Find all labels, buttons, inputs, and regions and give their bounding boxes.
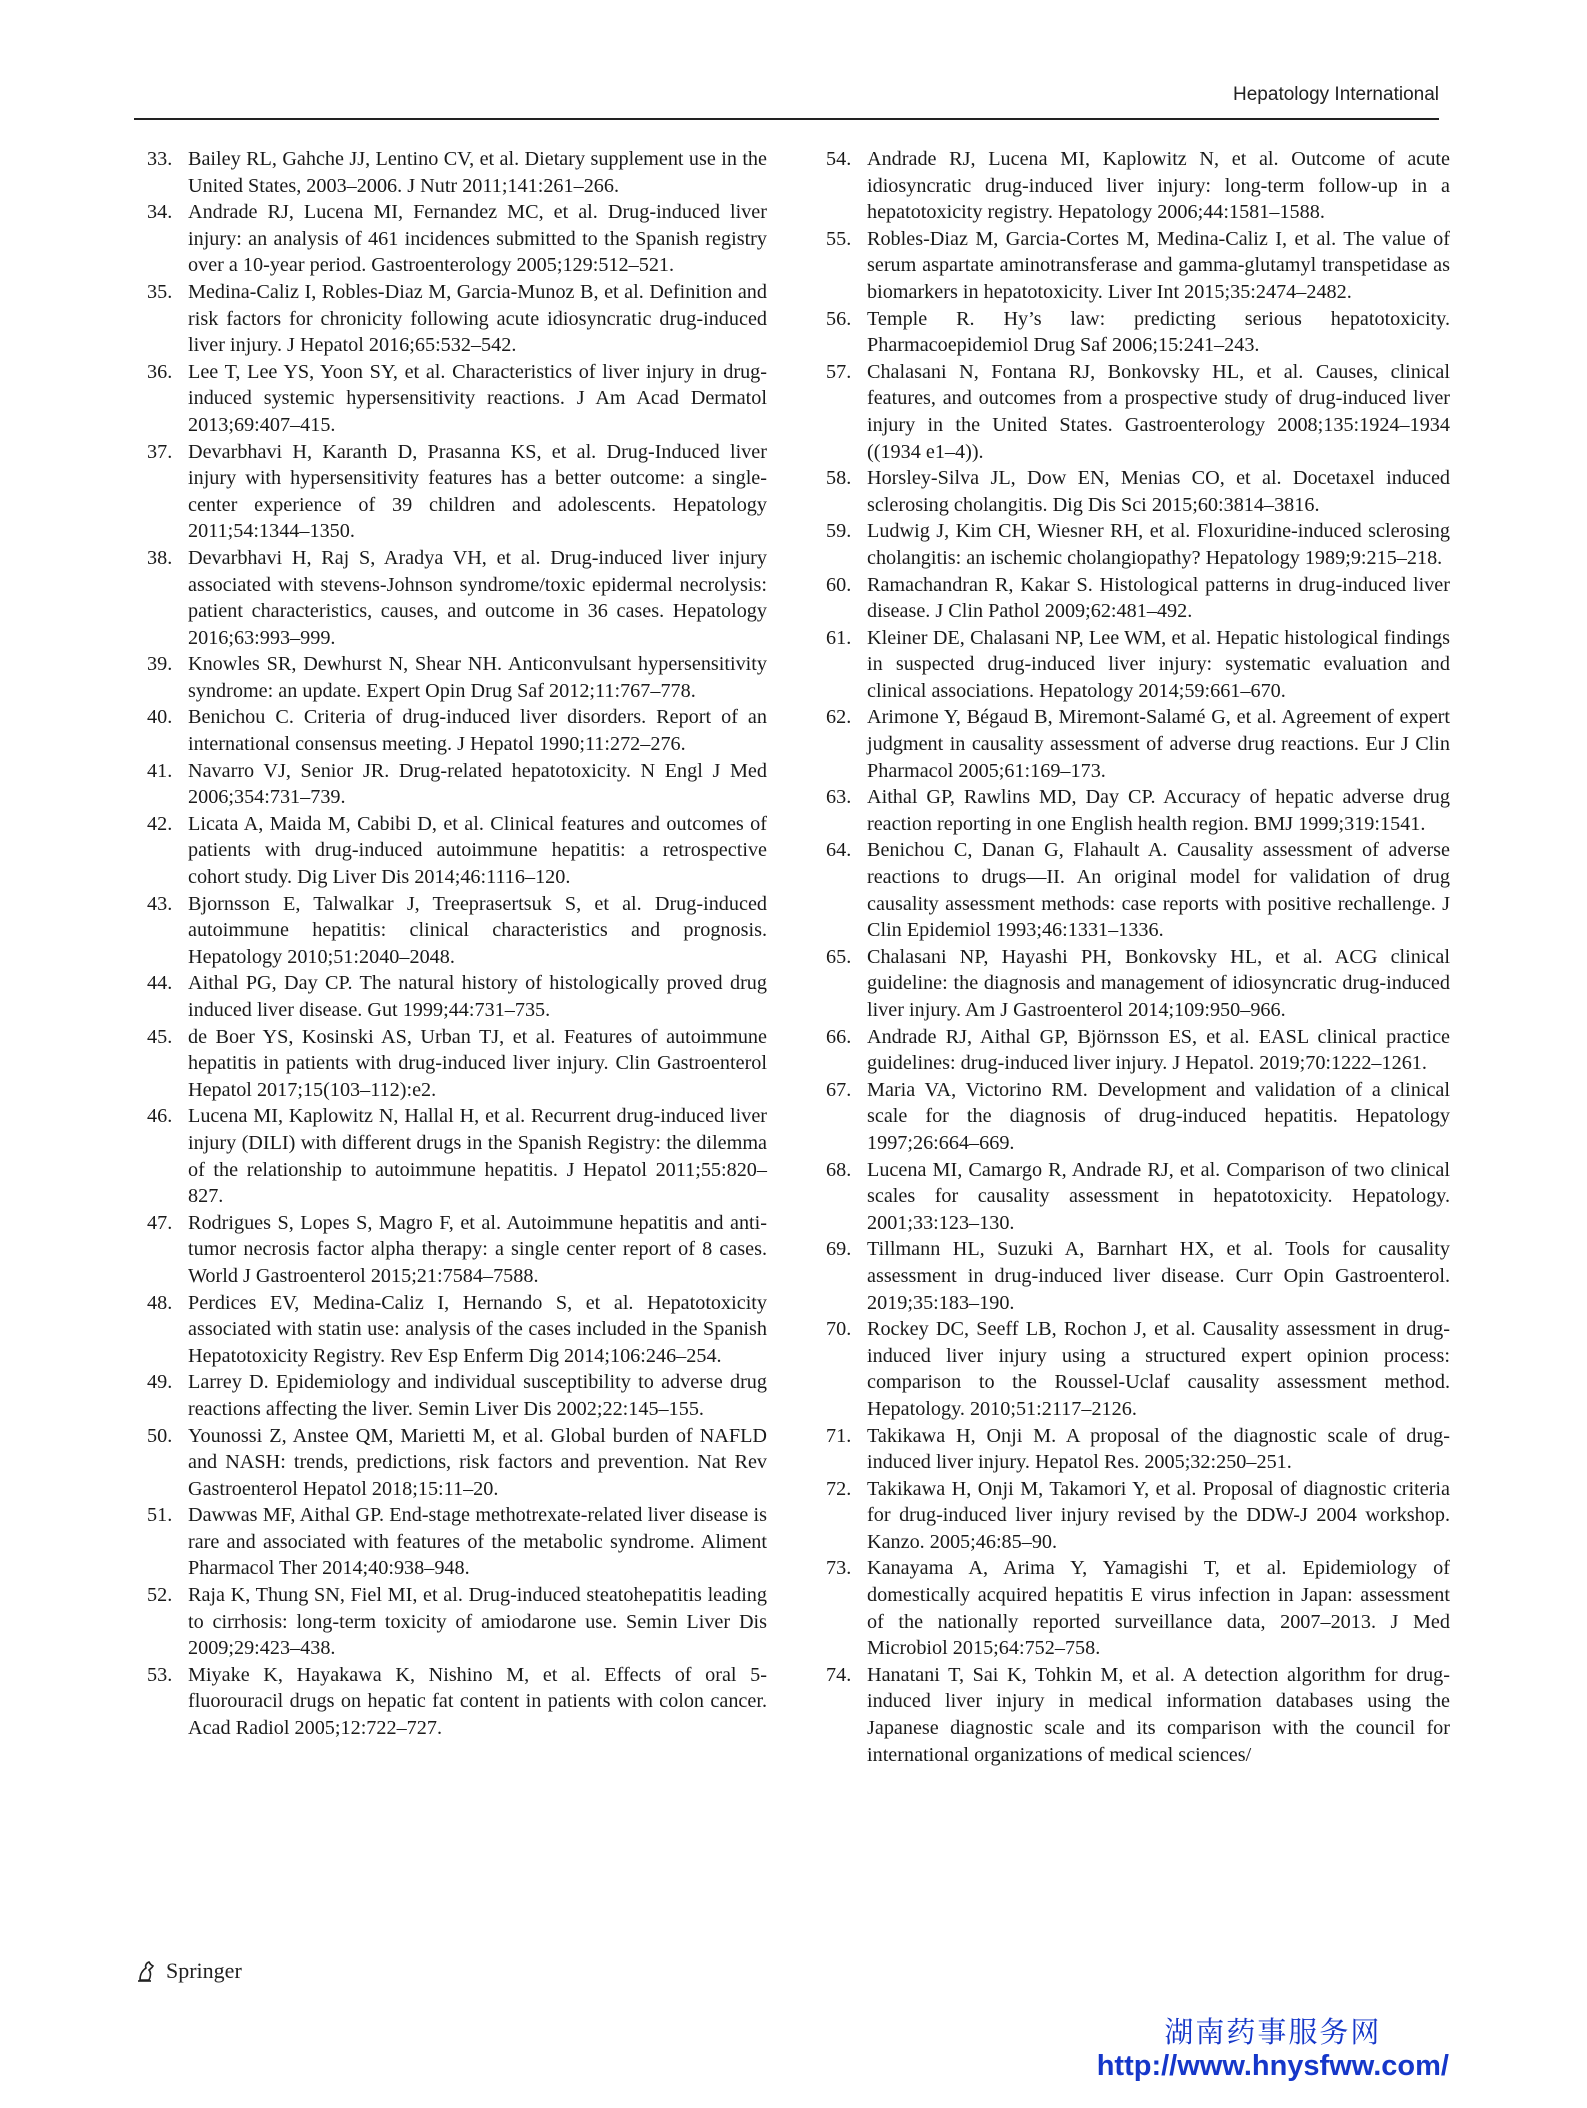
- reference-text: Bailey RL, Gahche JJ, Lentino CV, et al. Dietary supplement use in the United States, 2003–2006. J Nutr 2011;141:261–266.: [188, 148, 767, 197]
- reference-item: [147, 1290, 767, 1370]
- reference-text: Devarbhavi H, Raj S, Aradya VH, et al. Drug-induced liver injury associated with stevens-Johnson syndrome/toxic epidermal necrolysis: patient characteristics, causes, and outcome in 36 cases. Hepatology 2016;63:993–999.: [188, 546, 767, 649]
- reference-item: [826, 572, 1450, 625]
- reference-list-left: [147, 146, 767, 1742]
- reference-text: Knowles SR, Dewhurst N, Shear NH. Anticonvulsant hypersensitivity syndrome: an update. Expert Opin Drug Saf 2012;11:767–778.: [188, 653, 767, 702]
- reference-item: [826, 1157, 1450, 1237]
- reference-text: Licata A, Maida M, Cabibi D, et al. Clinical features and outcomes of patients with drug-induced autoimmune hepatitis: a retrospective cohort study. Dig Liver Dis 2014;46:1116–120.: [188, 812, 767, 889]
- reference-text: Maria VA, Victorino RM. Development and validation of a clinical scale for the diagnosis of drug-induced hepatitis. Hepatology 1997;26:664–669.: [867, 1078, 1450, 1154]
- reference-text: Lucena MI, Camargo R, Andrade RJ, et al. Comparison of two clinical scales for causality assessment in hepatotoxicity. Hepatology. 2001;33:123–130.: [867, 1158, 1450, 1234]
- reference-text: Takikawa H, Onji M, Takamori Y, et al. Proposal of diagnostic criteria for drug-induced liver injury revised by the DDW-J 2004 workshop. Kanzo. 2005;46:85–90.: [867, 1477, 1450, 1553]
- reference-item: [826, 359, 1450, 465]
- reference-text: Larrey D. Epidemiology and individual susceptibility to adverse drug reactions affecting the liver. Semin Liver Dis 2002;22:145–155.: [188, 1371, 767, 1420]
- reference-text: Medina-Caliz I, Robles-Diaz M, Garcia-Munoz B, et al. Definition and risk factors for chronicity following acute idiosyncratic drug-induced liver injury. J Hepatol 2016;65:532–542.: [188, 280, 767, 357]
- reference-number: 41.: [147, 759, 173, 782]
- reference-item: [147, 1369, 767, 1422]
- reference-text: Ramachandran R, Kakar S. Histological patterns in drug-induced liver disease. J Clin Pathol 2009;62:481–492.: [867, 573, 1450, 623]
- reference-text: Devarbhavi H, Karanth D, Prasanna KS, et al. Drug-Induced liver injury with hypersensitivity features has a better outcome: a single-center experience of 39 children and adolescents. Hepatology 2011;54:1344–1350.: [188, 440, 767, 543]
- reference-text: Dawwas MF, Aithal GP. End-stage methotrexate-related liver disease is rare and associated with features of the metabolic syndrome. Aliment Pharmacol Ther 2014;40:938–948.: [188, 1504, 767, 1580]
- reference-text: de Boer YS, Kosinski AS, Urban TJ, et al. Features of autoimmune hepatitis in patients with drug-induced liver injury. Clin Gastroenterol Hepatol 2017;15(103–112):e2.: [188, 1025, 767, 1101]
- running-header: [134, 84, 1439, 120]
- reference-text: Andrade RJ, Lucena MI, Kaplowitz N, et al. Outcome of acute idiosyncratic drug-induced liver injury: long-term follow-up in a hepatotoxicity registry. Hepatology 2006;44:1581–1588.: [867, 148, 1450, 224]
- reference-item: [147, 811, 767, 891]
- reference-number: 60.: [826, 573, 852, 596]
- reference-text: Ludwig J, Kim CH, Wiesner RH, et al. Floxuridine-induced sclerosing cholangitis: an ischemic cholangiopathy? Hepatology 1989;9:215–218.: [867, 520, 1450, 569]
- reference-text: Perdices EV, Medina-Caliz I, Hernando S, et al. Hepatotoxicity associated with statin use: analysis of the cases included in the Spanish Hepatotoxicity Registry. Rev Esp Enferm Dig 2014;106:246–254.: [188, 1291, 767, 1367]
- reference-number: 55.: [826, 227, 852, 250]
- reference-text: Lucena MI, Kaplowitz N, Hallal H, et al. Recurrent drug-induced liver injury (DILI) with different drugs in the Spanish Registry: the dilemma of the relationship to autoimmune hepatitis. J Hepatol 2011;55:820–827.: [188, 1105, 767, 1208]
- reference-number: 47.: [147, 1211, 173, 1234]
- reference-text: Andrade RJ, Lucena MI, Fernandez MC, et al. Drug-induced liver injury: an analysis of 461 incidences submitted to the Spanish registry over a 10-year period. Gastroenterology 2005;129:512–521.: [188, 201, 767, 277]
- reference-item: [826, 1077, 1450, 1157]
- reference-item: [826, 625, 1450, 705]
- reference-number: 50.: [147, 1424, 173, 1447]
- reference-item: [826, 306, 1450, 359]
- reference-item: [826, 1476, 1450, 1556]
- reference-number: 59.: [826, 520, 852, 543]
- publisher-name: Springer: [166, 1958, 242, 1983]
- reference-text: Rodrigues S, Lopes S, Magro F, et al. Autoimmune hepatitis and anti-tumor necrosis factor alpha therapy: a single center report of 8 cases. World J Gastroenterol 2015;21:7584–7588.: [188, 1211, 767, 1287]
- reference-number: 35.: [147, 280, 173, 303]
- reference-number: 46.: [147, 1105, 173, 1128]
- reference-number: 49.: [147, 1371, 173, 1394]
- journal-name: Hepatology International: [1233, 84, 1439, 105]
- reference-number: 42.: [147, 812, 173, 835]
- reference-item: [147, 1423, 767, 1503]
- reference-text: Chalasani N, Fontana RJ, Bonkovsky HL, et al. Causes, clinical features, and outcomes from a prospective study of drug-induced liver injury in the United States. Gastroenterology 2008;135:1924–1934 ((1934 e1–4)).: [867, 360, 1450, 463]
- reference-number: 63.: [826, 786, 852, 809]
- springer-horse-icon: [134, 1958, 160, 1984]
- watermark-url: http://www.hnysfww.com/: [1096, 2050, 1449, 2082]
- reference-number: 72.: [826, 1477, 852, 1500]
- reference-text: Navarro VJ, Senior JR. Drug-related hepatotoxicity. N Engl J Med 2006;354:731–739.: [188, 759, 767, 809]
- reference-item: [147, 1662, 767, 1742]
- reference-number: 67.: [826, 1078, 852, 1101]
- reference-number: 40.: [147, 706, 173, 729]
- reference-number: 70.: [826, 1318, 852, 1341]
- reference-item: [826, 465, 1450, 518]
- reference-item: [147, 146, 767, 199]
- reference-text: Horsley-Silva JL, Dow EN, Menias CO, et al. Docetaxel induced sclerosing cholangitis. Dig Dis Sci 2015;60:3814–3816.: [867, 467, 1450, 516]
- reference-text: Younossi Z, Anstee QM, Marietti M, et al. Global burden of NAFLD and NASH: trends, predictions, risk factors and prevention. Nat Rev Gastroenterol Hepatol 2018;15:11–20.: [188, 1424, 767, 1500]
- reference-text: Andrade RJ, Aithal GP, Björnsson ES, et al. EASL clinical practice guidelines: drug-induced liver injury. J Hepatol. 2019;70:1222–1261.: [867, 1025, 1450, 1075]
- reference-item: [147, 1103, 767, 1209]
- reference-item: [147, 651, 767, 704]
- reference-number: 69.: [826, 1238, 852, 1261]
- reference-item: [147, 970, 767, 1023]
- reference-number: 56.: [826, 307, 852, 330]
- reference-text: Lee T, Lee YS, Yoon SY, et al. Characteristics of liver injury in drug-induced systemic hypersensitivity reactions. J Am Acad Dermatol 2013;69:407–415.: [188, 360, 767, 436]
- reference-item: [147, 758, 767, 811]
- reference-item: [826, 1236, 1450, 1316]
- reference-item: [826, 1024, 1450, 1077]
- reference-number: 65.: [826, 945, 852, 968]
- reference-number: 74.: [826, 1663, 852, 1686]
- reference-item: [147, 1024, 767, 1104]
- reference-text: Kleiner DE, Chalasani NP, Lee WM, et al. Hepatic histological findings in suspected drug-induced liver injury: systematic evaluation and clinical associations. Hepatology 2014;59:661–670.: [867, 626, 1450, 702]
- reference-item: [147, 199, 767, 279]
- reference-item: [147, 1210, 767, 1290]
- reference-text: Chalasani NP, Hayashi PH, Bonkovsky HL, et al. ACG clinical guideline: the diagnosis and management of idiosyncratic drug-induced liver injury. Am J Gastroenterol 2014;109:950–966.: [867, 945, 1450, 1021]
- reference-item: [147, 1502, 767, 1582]
- reference-text: Aithal GP, Rawlins MD, Day CP. Accuracy of hepatic adverse drug reaction reporting in one English health region. BMJ 1999;319:1541.: [867, 786, 1450, 835]
- reference-item: [826, 1423, 1450, 1476]
- reference-number: 66.: [826, 1025, 852, 1048]
- reference-text: Takikawa H, Onji M. A proposal of the diagnostic scale of drug-induced liver injury. Hepatol Res. 2005;32:250–251.: [867, 1424, 1450, 1474]
- reference-item: [826, 944, 1450, 1024]
- reference-text: Arimone Y, Bégaud B, Miremont-Salamé G, et al. Agreement of expert judgment in causality assessment of adverse drug reactions. Eur J Clin Pharmacol 2005;61:169–173.: [867, 706, 1450, 782]
- reference-text: Miyake K, Hayakawa K, Nishino M, et al. Effects of oral 5-fluorouracil drugs on hepatic fat content in patients with colon cancer. Acad Radiol 2005;12:722–727.: [188, 1663, 767, 1740]
- reference-number: 52.: [147, 1584, 173, 1607]
- reference-item: [826, 1316, 1450, 1422]
- reference-item: [826, 518, 1450, 571]
- reference-number: 37.: [147, 440, 173, 463]
- reference-item: [147, 279, 767, 359]
- reference-item: [147, 891, 767, 971]
- reference-text: Temple R. Hy’s law: predicting serious hepatotoxicity. Pharmacoepidemiol Drug Saf 2006;15:241–243.: [867, 307, 1450, 357]
- watermark: [1097, 2015, 1449, 2083]
- reference-item: [147, 1582, 767, 1662]
- reference-number: 33.: [147, 148, 173, 170]
- reference-item: [147, 704, 767, 757]
- reference-number: 71.: [826, 1424, 852, 1447]
- reference-number: 62.: [826, 706, 852, 729]
- reference-text: Aithal PG, Day CP. The natural history of histologically proved drug induced liver disease. Gut 1999;44:731–735.: [188, 972, 767, 1021]
- reference-number: 53.: [147, 1663, 173, 1686]
- reference-item: [826, 1555, 1450, 1661]
- reference-number: 44.: [147, 972, 173, 995]
- reference-number: 38.: [147, 546, 173, 569]
- reference-item: [826, 784, 1450, 837]
- reference-number: 64.: [826, 839, 852, 862]
- reference-item: [826, 837, 1450, 943]
- reference-text: Robles-Diaz M, Garcia-Cortes M, Medina-Caliz I, et al. The value of serum aspartate aminotransferase and gamma-glutamyl transpetidase as biomarkers in hepatotoxicity. Liver Int 2015;35:2474–2482.: [867, 227, 1450, 303]
- publisher-footer: [134, 1958, 242, 1984]
- reference-number: 61.: [826, 626, 852, 649]
- reference-text: Tillmann HL, Suzuki A, Barnhart HX, et al. Tools for causality assessment in drug-induced liver disease. Curr Opin Gastroenterol. 2019;35:183–190.: [867, 1238, 1450, 1314]
- reference-text: Raja K, Thung SN, Fiel MI, et al. Drug-induced steatohepatitis leading to cirrhosis: long-term toxicity of amiodarone use. Semin Liver Dis 2009;29:423–438.: [188, 1584, 767, 1660]
- reference-number: 43.: [147, 892, 173, 915]
- reference-number: 73.: [826, 1557, 852, 1580]
- reference-number: 54.: [826, 148, 852, 170]
- reference-number: 51.: [147, 1504, 173, 1527]
- reference-item: [826, 226, 1450, 306]
- reference-number: 58.: [826, 467, 852, 490]
- reference-number: 39.: [147, 653, 173, 676]
- reference-number: 34.: [147, 201, 173, 224]
- reference-number: 48.: [147, 1291, 173, 1314]
- reference-list-right: [826, 146, 1450, 1768]
- reference-item: [147, 359, 767, 439]
- reference-item: [147, 439, 767, 545]
- reference-number: 68.: [826, 1158, 852, 1181]
- reference-item: [826, 704, 1450, 784]
- reference-text: Bjornsson E, Talwalkar J, Treeprasertsuk S, et al. Drug-induced autoimmune hepatitis: clinical characteristics and prognosis. Hepatology 2010;51:2040–2048.: [188, 892, 767, 968]
- reference-item: [147, 545, 767, 651]
- reference-text: Kanayama A, Arima Y, Yamagishi T, et al. Epidemiology of domestically acquired hepatitis E virus infection in Japan: assessment of the nationally reported surveillance data, 2007–2013. J Med Microbiol 2015;64:752–758.: [867, 1557, 1450, 1660]
- reference-text: Benichou C, Danan G, Flahault A. Causality assessment of adverse reactions to drugs—II. An original model for validation of drug causality assessment methods: case reports with positive rechallenge. J Clin Epidemiol 1993;46:1331–1336.: [867, 839, 1450, 942]
- reference-number: 45.: [147, 1025, 173, 1048]
- reference-number: 57.: [826, 360, 852, 383]
- reference-text: Hanatani T, Sai K, Tohkin M, et al. A detection algorithm for drug-induced liver injury in medical information databases using the Japanese diagnostic scale and its comparison with the council for international organizations of medical sciences/: [867, 1663, 1450, 1766]
- reference-text: Rockey DC, Seeff LB, Rochon J, et al. Causality assessment in drug-induced liver injury using a structured expert opinion process: comparison to the Roussel-Uclaf causality assessment method. Hepatology. 2010;51:2117–2126.: [867, 1318, 1450, 1420]
- reference-number: 36.: [147, 360, 173, 383]
- reference-item: [826, 146, 1450, 226]
- reference-text: Benichou C. Criteria of drug-induced liver disorders. Report of an international consensus meeting. J Hepatol 1990;11:272–276.: [188, 706, 767, 756]
- watermark-chinese-text: 湖南药事服务网: [1164, 2015, 1382, 2049]
- reference-item: [826, 1662, 1450, 1768]
